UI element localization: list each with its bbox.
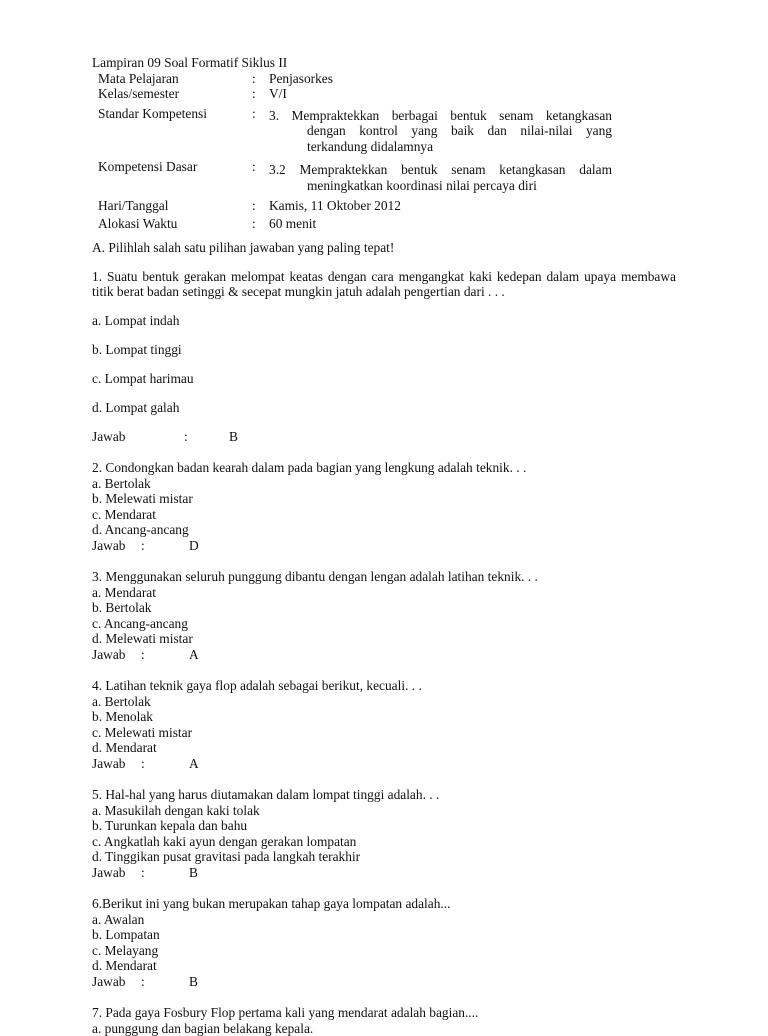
meta-row-subject — [98, 71, 676, 87]
answer-value: A — [189, 646, 199, 662]
question-2 — [92, 460, 676, 553]
answer-colon: : — [141, 646, 145, 662]
meta-colon: : — [252, 86, 256, 101]
option: a. Mendarat — [92, 584, 156, 600]
section-a — [92, 240, 676, 256]
answer-line — [92, 974, 676, 990]
option: b. Lompat tinggi — [92, 342, 182, 358]
answer-line — [92, 756, 676, 772]
answer-line — [92, 865, 676, 881]
meta-colon: : — [252, 215, 256, 231]
meta-label: Standar Kompetensi — [98, 105, 207, 121]
meta-row-class — [98, 86, 676, 102]
answer-value: B — [229, 428, 238, 444]
meta-value: Kamis, 11 Oktober 2012 — [269, 198, 401, 213]
meta-label: Alokasi Waktu — [98, 215, 178, 231]
question-text: 7. Pada gaya Fosbury Flop pertama kali yang mendarat adalah bagian.... — [92, 1005, 479, 1021]
meta-value-continued: meningkatkan koordinasi nilai percaya diri — [307, 177, 537, 193]
option: b. Lompatan — [92, 927, 160, 943]
option: c. Mendarat — [92, 506, 156, 522]
answer-label: Jawab — [92, 537, 126, 553]
option: d. Tinggikan pusat gravitasi pada langkah terakhir — [92, 849, 361, 865]
meta-value: V/I — [269, 86, 287, 101]
question-text: 3. Menggunakan seluruh punggung dibantu dengan lengan adalah latihan teknik. . . — [92, 569, 538, 585]
option: a. Masukilah dengan kaki tolak — [92, 802, 260, 818]
meta-table — [98, 71, 676, 232]
question-5 — [92, 787, 676, 880]
meta-value: 3.2 Mempraktekkan bentuk senam ketangkasan dalam — [269, 162, 612, 177]
answer-line — [92, 429, 676, 445]
option: c. Melayang — [92, 942, 159, 958]
meta-colon: : — [252, 105, 256, 121]
meta-row-standard — [98, 102, 676, 155]
meta-value: 3. Mempraktekkan berbagai bentuk senam ketangkasan — [269, 107, 612, 123]
option: a. Lompat indah — [92, 313, 180, 329]
answer-value: A — [189, 755, 199, 771]
answer-label: Jawab — [92, 755, 126, 771]
meta-row-time — [98, 214, 676, 232]
option: d. Melewati mistar — [92, 631, 193, 647]
question-text: 6.Berikut ini yang bukan merupakan tahap gaya lompatan adalah... — [92, 896, 451, 912]
answer-label: Jawab — [92, 646, 126, 662]
section-instruction: A. Pilihlah salah satu pilihan jawaban yang paling tepat! — [92, 240, 395, 255]
meta-label: Mata Pelajaran — [98, 70, 179, 86]
option: a. Bertolak — [92, 475, 151, 491]
option: b. Bertolak — [92, 600, 152, 616]
answer-label: Jawab — [92, 428, 126, 444]
answer-colon: : — [141, 537, 145, 553]
meta-value: 60 menit — [269, 215, 317, 231]
option: a. Bertolak — [92, 693, 151, 709]
option: b. Turunkan kepala dan bahu — [92, 818, 248, 834]
meta-colon: : — [252, 159, 256, 174]
document-page — [92, 55, 676, 1036]
question-text: 1. Suatu bentuk gerakan melompat keatas dengan cara mengangkat kaki kedepan dalam upaya membawa titik berat badan setinggi & secepat mungkin jatuh adalah pengertian dari . . . — [92, 268, 676, 300]
answer-colon: : — [141, 755, 145, 771]
option: b. Menolak — [92, 709, 153, 725]
option: d. Mendarat — [92, 740, 157, 756]
meta-label: Kelas/semester — [98, 86, 180, 101]
option: c. Lompat harimau — [92, 371, 194, 387]
option: c. Angkatlah kaki ayun dengan gerakan lompatan — [92, 833, 357, 849]
option: a. Awalan — [92, 911, 145, 927]
answer-colon: : — [141, 864, 145, 880]
meta-value: Penjasorkes — [269, 70, 333, 86]
answer-value: B — [189, 864, 198, 880]
question-text: 2. Condongkan badan kearah dalam pada bagian yang lengkung adalah teknik. . . — [92, 460, 527, 476]
meta-row-date — [98, 193, 676, 214]
option: d. Mendarat — [92, 958, 157, 974]
meta-row-basic-competence — [98, 154, 676, 193]
option: d. Ancang-ancang — [92, 522, 189, 538]
answer-label: Jawab — [92, 864, 126, 880]
question-text: 4. Latihan teknik gaya flop adalah sebagai berikut, kecuali. . . — [92, 678, 422, 694]
question-1 — [92, 269, 676, 444]
question-6 — [92, 896, 676, 989]
meta-label: Hari/Tanggal — [98, 198, 169, 213]
question-text: 5. Hal-hal yang harus diutamakan dalam lompat tinggi adalah. . . — [92, 787, 440, 803]
option: c. Ancang-ancang — [92, 615, 188, 631]
answer-line — [92, 538, 676, 554]
answer-value: B — [189, 973, 198, 989]
meta-label: Kompetensi Dasar — [98, 159, 198, 174]
answer-colon: : — [184, 428, 188, 444]
question-4 — [92, 678, 676, 771]
meta-value-continued: dengan kontrol yang baik dan nilai-nilai yang terkandung didalamnya — [307, 123, 612, 154]
answer-colon: : — [141, 973, 145, 989]
answer-label: Jawab — [92, 973, 126, 989]
question-3 — [92, 569, 676, 662]
answer-line — [92, 647, 676, 663]
option: d. Lompat galah — [92, 399, 180, 415]
option: c. Melewati mistar — [92, 724, 193, 740]
answer-value: D — [189, 537, 199, 553]
question-7 — [92, 1005, 676, 1036]
option: a. punggung dan bagian belakang kepala. — [92, 1020, 314, 1036]
option: b. Melewati mistar — [92, 491, 193, 507]
document-title: Lampiran 09 Soal Formatif Siklus II — [92, 55, 288, 70]
meta-colon: : — [252, 198, 256, 213]
meta-colon: : — [252, 70, 256, 86]
